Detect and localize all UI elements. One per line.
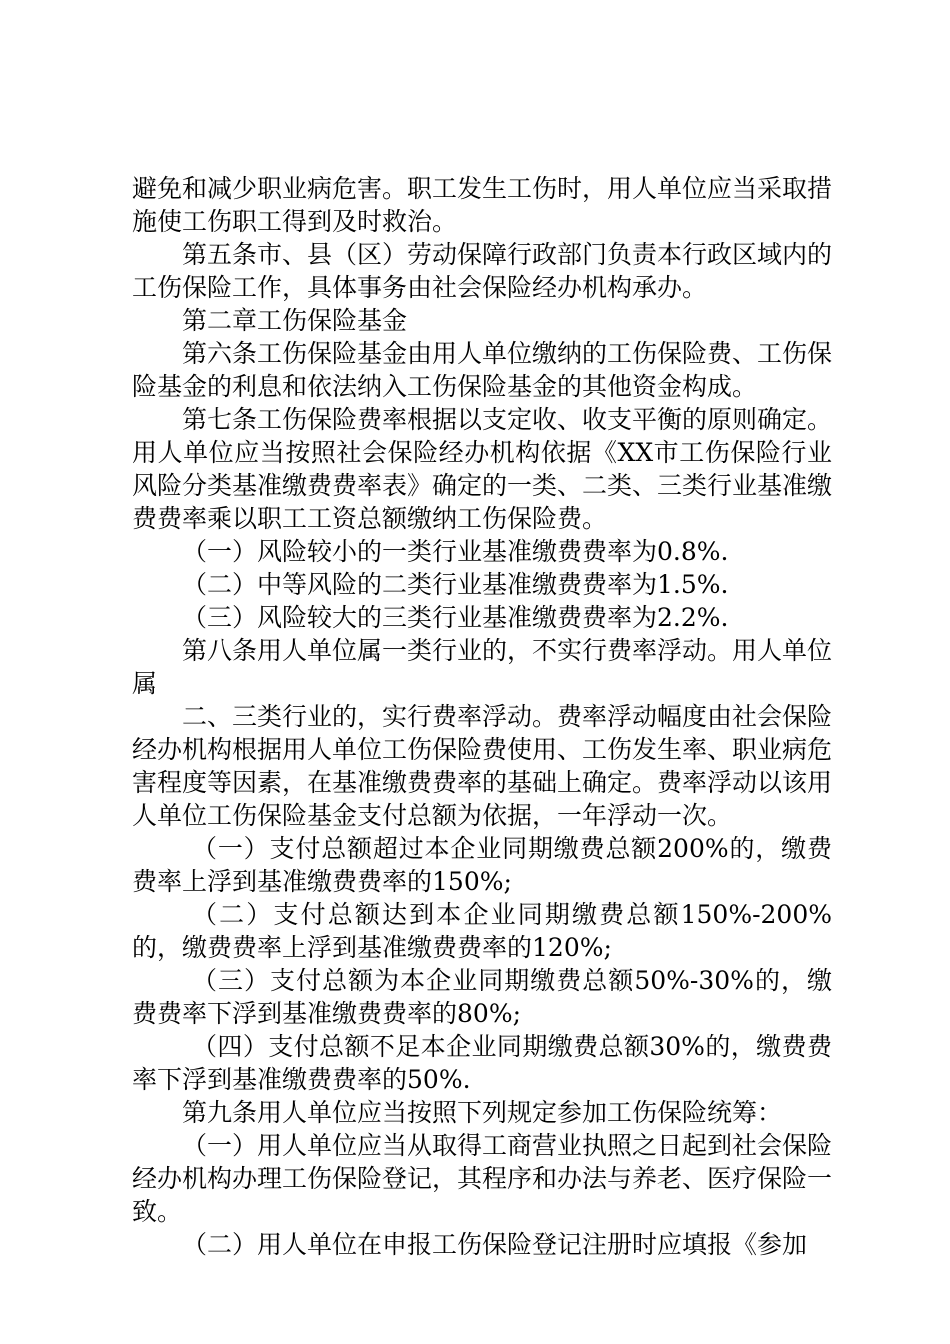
list-item-float-1: （一）支付总额超过本企业同期缴费总额200%的，缴费费率上浮到基准缴费费率的150%; [132,834,832,896]
document-body [132,172,832,1261]
paragraph-article-5: 第五条市、县（区）劳动保障行政部门负责本行政区域内的工伤保险工作，具体事务由社会保险经办机构承办。 [132,240,833,302]
paragraph-article-9: 第九条用人单位应当按照下列规定参加工伤保险统筹： [182,1098,783,1127]
list-item-float-2: （二）支付总额达到本企业同期缴费总额150%-200%的，缴费费率上浮到基准缴费费率的120%; [132,900,832,962]
paragraph-article-6: 第六条工伤保险基金由用人单位缴纳的工伤保险费、工伤保险基金的利息和依法纳入工伤保险基金的其他资金构成。 [132,339,833,401]
list-item-rate-1: （一）风险较小的一类行业基准缴费费率为0.8%. [182,537,729,566]
list-item-rate-2: （二）中等风险的二类行业基准缴费费率为1.5%. [182,570,729,599]
list-item-float-4: （四）支付总额不足本企业同期缴费总额30%的，缴费费率下浮到基准缴费费率的50%. [132,1032,832,1094]
paragraph-article-7: 第七条工伤保险费率根据以支定收、收支平衡的原则确定。用人单位应当按照社会保险经办机构依据《XX市工伤保险行业风险分类基准缴费费率表》确定的一类、二类、三类行业基准缴费费率乘以职工工资总额缴纳工伤保险费。 [132,405,833,533]
paragraph-article-8-cont: 二、三类行业的，实行费率浮动。费率浮动幅度由社会保险经办机构根据用人单位工伤保险费使用、工伤发生率、职业病危害程度等因素，在基准缴费费率的基础上确定。费率浮动以该用人单位工伤保险基金支付总额为依据，一年浮动一次。 [132,702,833,830]
list-item-registration-2: （二）用人单位在申报工伤保险登记注册时应填报《参加 [182,1230,808,1259]
list-item-registration-1: （一）用人单位应当从取得工商营业执照之日起到社会保险经办机构办理工伤保险登记，其程序和办法与养老、医疗保险一致。 [132,1131,833,1226]
list-item-rate-3: （三）风险较大的三类行业基准缴费费率为2.2%. [182,603,729,632]
chapter-heading: 第二章工伤保险基金 [182,306,408,335]
paragraph-1: 避免和减少职业病危害。职工发生工伤时，用人单位应当采取措施使工伤职工得到及时救治。 [132,174,833,236]
list-item-float-3: （三）支付总额为本企业同期缴费总额50%-30%的，缴费费率下浮到基准缴费费率的80%; [132,966,832,1028]
paragraph-article-8: 第八条用人单位属一类行业的，不实行费率浮动。用人单位属 [132,636,833,698]
